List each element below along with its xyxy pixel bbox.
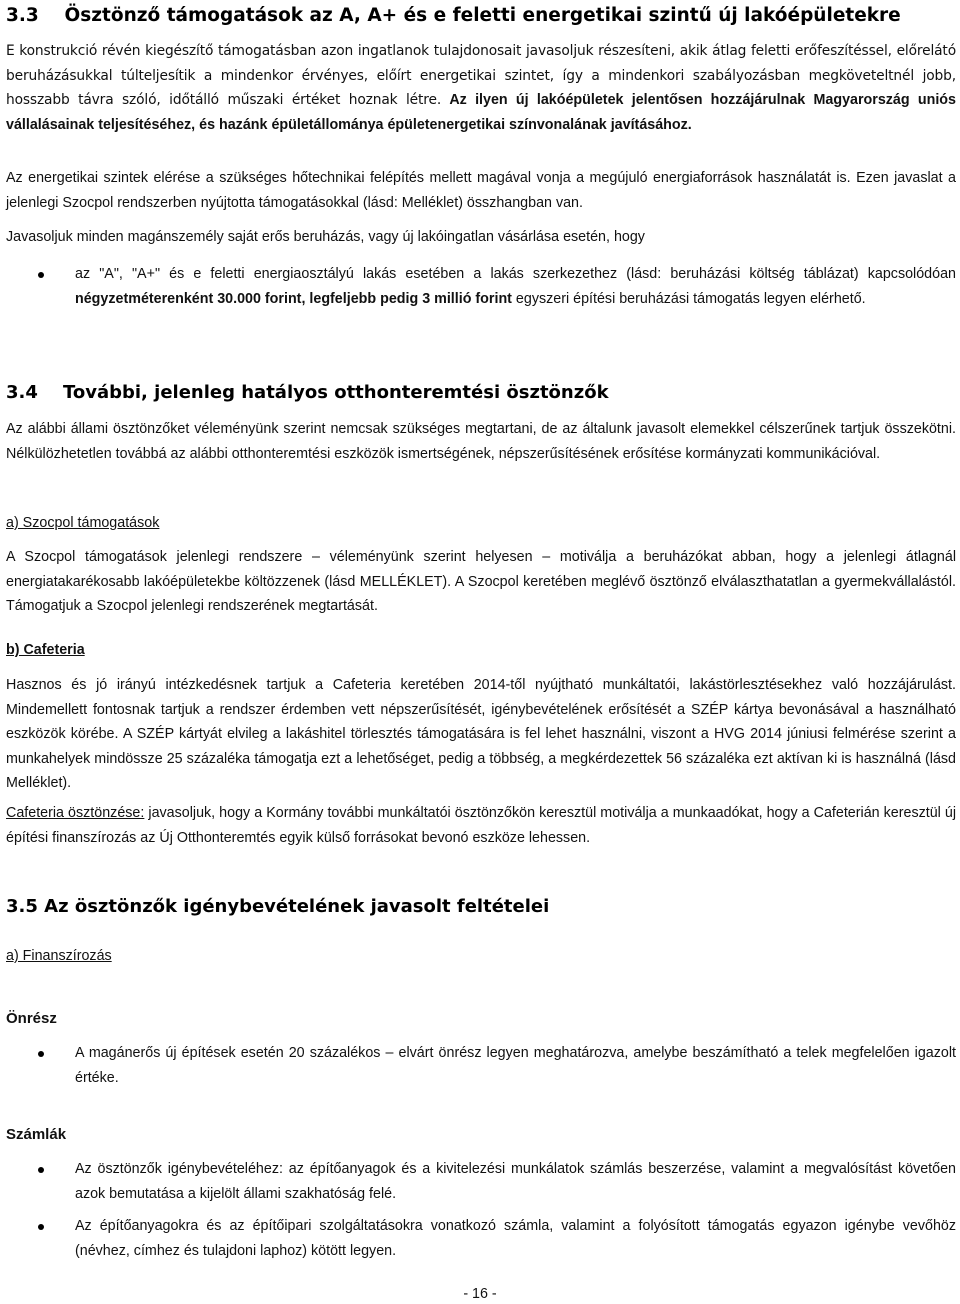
- list-item-text: Az ösztönzők igénybevételéhez: az építőanyagok és a kivitelezési munkálatok számlás beszerzése, valamint a megvalósítást követően azok bemutatása a kijelölt állami szakhatóság felé.: [75, 1161, 956, 1202]
- paragraph: [6, 801, 956, 850]
- paragraph-text: Az energetikai szintek elérése a szükséges hőtechnikai felépítés mellett magával vonja a megújuló energiaforrások használatát is. Ezen javaslat a jelenlegi Szocpol rendszerben nyújtotta támogatásokkal (lásd: Melléklet) összhangban van.: [6, 170, 956, 211]
- section-number: 3.5: [6, 896, 38, 917]
- bullet-icon: [38, 1167, 44, 1173]
- section-title: Ösztönző támogatások az A, A+ és e feletti energetikai szintű új lakóépületekre: [64, 5, 901, 26]
- bullet-icon: [38, 272, 44, 278]
- list-item: [75, 262, 956, 311]
- paragraph: [6, 225, 956, 250]
- paragraph-text: Hasznos és jó irányú intézkedésnek tartjuk a Cafeteria keretében 2014-től nyújtható munkáltatói, lakástörlesztésekhez való hozzájárulást. Mindemellett fontosnak tartjuk a rendszer érdemben vett népszerűsítését, igénybevételének erősítését a SZÉP kártya bevonásával a használható eszközök körébe. A SZÉP kártyát elvileg a lakáshitel törlesztés támogatására is fel lehet használni, viszont a HVG 2014 júniusi felmérése szerint a munkahelyek mindössze 25 százaléka támogatja ezt a lehetőséget, pedig a többség, a megkérdezettek 56 százaléka ezt aktívan ki is használná (lásd Melléklet).: [6, 677, 956, 791]
- bullet-icon: [38, 1224, 44, 1230]
- subheading-finanszirozas: a) Finanszírozás: [6, 948, 112, 964]
- paragraph: [6, 417, 956, 466]
- list-item-text: Az építőanyagokra és az építőipari szolgáltatásokra vonatkozó számla, valamint a folyósított támogatás egyazon igénybe vevőhöz (névhez, címhez és tulajdoni laphoz) kötött legyen.: [75, 1218, 956, 1259]
- paragraph-text: Javasoljuk minden magánszemély saját erős beruházás, vagy új lakóingatlan vásárlása esetén, hogy: [6, 229, 645, 245]
- paragraph-text: E konstrukció révén kiegészítő támogatásban azon ingatlanok tulajdonosait javasoljuk részesíteni, akik átlag feletti erőfeszítéssel, előrelátó beruházásukkal túlteljesítik a mindenkor érvényes, előírt energetikai szintet, így a mindenkori szabályozásban megköveteltnél jobb, hosszabb távra szóló, időtálló műszaki értéket hoznak létre.: [6, 43, 956, 108]
- paragraph-label: Cafeteria ösztönzése:: [6, 805, 145, 821]
- label-onresz: Önrész: [6, 1010, 57, 1027]
- section-title: Az ösztönzők igénybevételének javasolt feltételei: [44, 896, 550, 917]
- list-item-bold-text: négyzetméterenként 30.000 forint, legfeljebb pedig 3 millió forint: [75, 290, 512, 307]
- paragraph-text: A Szocpol támogatások jelenlegi rendszere – véleményünk szerint helyesen – motiválja a beruházókat abban, hogy a jelenlegi átlagnál energiatakarékosabb lakóépületekbe költözzenek (lásd MELLÉKLET). A Szocpol keretében meglévő ösztönző elválaszthatatlan a gyermekvállalástól. Támogatjuk a Szocpol jelenlegi rendszerének megtartását.: [6, 549, 956, 614]
- page-number: - 16 -: [463, 1286, 497, 1302]
- list-item-text: A magánerős új építések esetén 20 százalékos – elvárt önrész legyen meghatározva, amelybe beszámítható a telek megfelelően igazolt értéke.: [75, 1045, 956, 1086]
- list-item-text: egyszeri építési beruházási támogatás legyen elérhető.: [511, 290, 866, 307]
- paragraph-bold-text: Az ilyen új lakóépületek jelentősen hozzájárulnak Magyarország uniós vállalásainak teljesítéséhez, és hazánk épületállománya épületenergetikai színvonalának javításához.: [6, 92, 956, 133]
- paragraph: [6, 673, 956, 796]
- section-heading-3-3: [6, 3, 901, 29]
- list-item-text: az "A", "A+" és e feletti energiaosztályú lakás esetében a lakás szerkezethez (lásd: beruházási költség táblázat) kapcsolódóan: [75, 266, 956, 282]
- section-heading-3-5: [6, 894, 549, 920]
- bullet-icon: [38, 1051, 44, 1057]
- list-item: [75, 1214, 956, 1263]
- subheading-szocpol: a) Szocpol támogatások: [6, 515, 160, 531]
- section-number: 3.4: [6, 382, 38, 403]
- label-szamlak: Számlák: [6, 1126, 67, 1143]
- paragraph: [6, 545, 956, 619]
- list-item: [75, 1157, 956, 1206]
- paragraph-text: javasoljuk, hogy a Kormány további munkáltatói ösztönzőkön keresztül motiválja a munkaadókat, hogy a Cafeterián keresztül új építési finanszírozás az Új Otthonteremtés egyik külső forrásokat bevonó eszköze lehessen.: [6, 805, 957, 846]
- subheading-cafeteria: b) Cafeteria: [6, 642, 85, 658]
- list-item: [75, 1041, 956, 1090]
- paragraph: [6, 166, 956, 215]
- paragraph: [6, 39, 956, 137]
- section-title: További, jelenleg hatályos otthonteremtési ösztönzők: [62, 382, 609, 403]
- paragraph-text: Az alábbi állami ösztönzőket véleményünk szerint nemcsak szükséges megtartani, de az általunk javasolt elemekkel célszerűnek tartjuk összekötni. Nélkülözhetetlen továbbá az alábbi otthonteremtési eszközök ismertségének, népszerűsítésének erősítése kormányzati kommunikációval.: [6, 421, 956, 462]
- section-heading-3-4: [6, 380, 609, 406]
- section-number: 3.3: [6, 5, 39, 26]
